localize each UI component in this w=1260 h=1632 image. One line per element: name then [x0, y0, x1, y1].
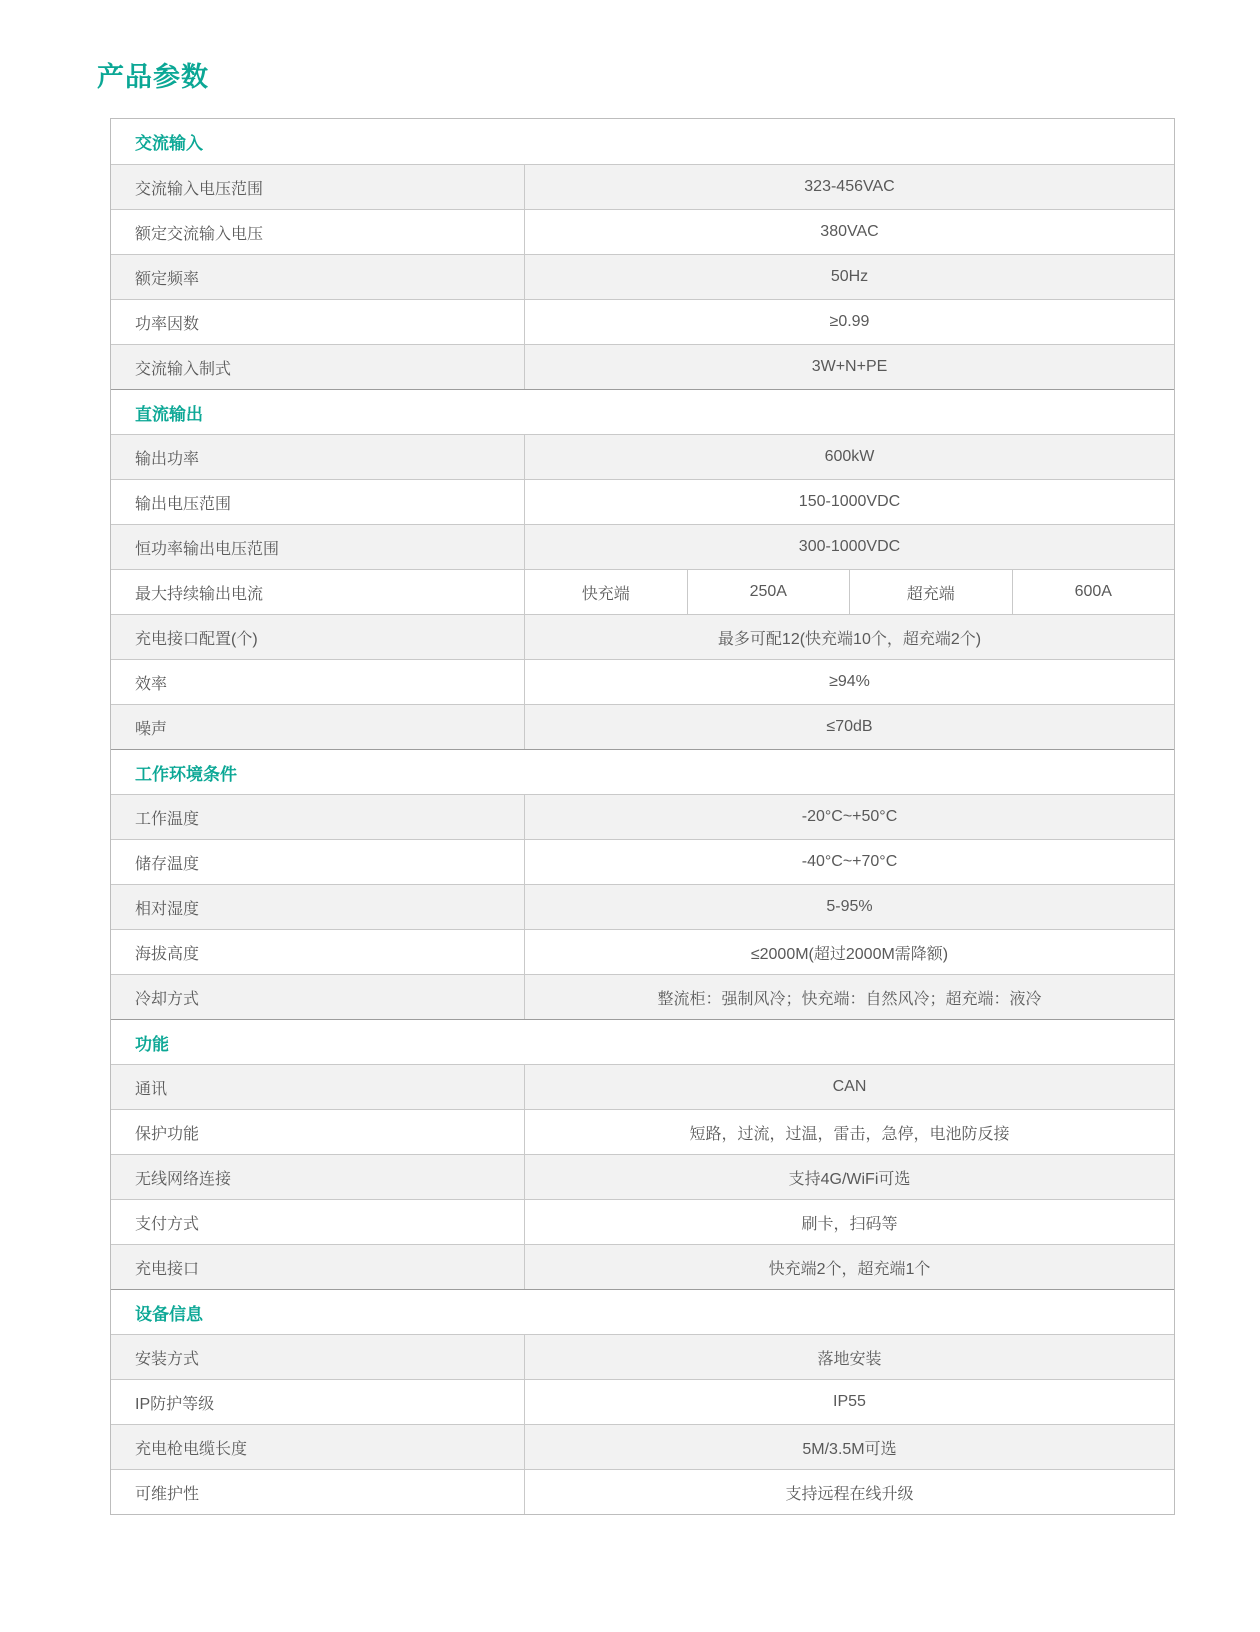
- spec-value: 支持4G/WiFi可选: [788, 1170, 911, 1188]
- spec-value: 50Hz: [830, 268, 869, 285]
- table-row: [111, 1424, 1174, 1469]
- table-row: [111, 1109, 1174, 1154]
- spec-value: CAN: [832, 1078, 867, 1095]
- table-row: [111, 344, 1174, 389]
- table-row: [111, 164, 1174, 209]
- table-row: [111, 209, 1174, 254]
- table-row: [111, 1334, 1174, 1379]
- table-row: [111, 974, 1174, 1019]
- table-row: [111, 479, 1174, 524]
- spec-subvalue: 600A: [1012, 570, 1175, 614]
- spec-label: 恒功率输出电压范围: [111, 525, 525, 569]
- spec-value: -40°C~+70°C: [801, 853, 898, 870]
- spec-label: 充电接口配置(个): [111, 615, 525, 659]
- table-row: [111, 614, 1174, 659]
- table-row: [111, 1154, 1174, 1199]
- spec-label: 交流输入电压范围: [111, 165, 525, 209]
- spec-value: [525, 570, 1174, 614]
- section-header: 交流输入: [111, 119, 1174, 164]
- table-row: [111, 1379, 1174, 1424]
- spec-value: 150-1000VDC: [798, 493, 901, 510]
- table-row: [111, 254, 1174, 299]
- spec-label: 效率: [111, 660, 525, 704]
- spec-label: 输出功率: [111, 435, 525, 479]
- spec-subvalue: 超充端: [849, 570, 1012, 614]
- spec-subvalue: 250A: [687, 570, 850, 614]
- spec-value: 5M/3.5M可选: [802, 1440, 897, 1458]
- spec-value: 整流柜：强制风冷；快充端：自然风冷；超充端：液冷: [657, 990, 1042, 1008]
- spec-value: 最多可配12(快充端10个，超充端2个): [717, 630, 982, 648]
- section-header: 功能: [111, 1019, 1174, 1064]
- spec-value: ≤70dB: [826, 718, 873, 735]
- spec-label: IP防护等级: [111, 1380, 525, 1424]
- spec-label: 安装方式: [111, 1335, 525, 1379]
- spec-subvalue: 快充端: [581, 585, 630, 603]
- spec-label: 充电接口: [111, 1245, 525, 1289]
- table-row: [111, 434, 1174, 479]
- spec-value: -20°C~+50°C: [801, 808, 898, 825]
- section-header: 直流输出: [111, 389, 1174, 434]
- spec-value: ≤2000M(超过2000M需降额): [750, 945, 949, 963]
- spec-label: 最大持续输出电流: [111, 570, 525, 614]
- spec-label: 冷却方式: [111, 975, 525, 1019]
- table-row: [111, 1064, 1174, 1109]
- spec-value: ≥0.99: [829, 313, 870, 330]
- spec-value: 3W+N+PE: [811, 358, 888, 375]
- spec-value: 落地安装: [817, 1350, 882, 1368]
- table-row: [111, 839, 1174, 884]
- table-row: [111, 1469, 1174, 1514]
- table-row: [111, 884, 1174, 929]
- spec-label: 充电枪电缆长度: [111, 1425, 525, 1469]
- spec-label: 额定频率: [111, 255, 525, 299]
- spec-value: 短路，过流，过温，雷击，急停，电池防反接: [689, 1125, 1010, 1143]
- section-header: 设备信息: [111, 1289, 1174, 1334]
- spec-value: 刷卡，扫码等: [801, 1215, 898, 1233]
- spec-value: 380VAC: [820, 223, 879, 240]
- page-title: 产品参数: [97, 62, 209, 92]
- spec-label: 噪声: [111, 705, 525, 749]
- spec-label: 功率因数: [111, 300, 525, 344]
- table-row: [111, 659, 1174, 704]
- spec-label: 无线网络连接: [111, 1155, 525, 1199]
- spec-table: [110, 118, 1175, 1515]
- spec-value: 300-1000VDC: [798, 538, 901, 555]
- spec-value: IP55: [833, 1393, 866, 1410]
- spec-value: 323-456VAC: [804, 178, 895, 195]
- table-row: [111, 1244, 1174, 1289]
- spec-label: 相对湿度: [111, 885, 525, 929]
- spec-label: 保护功能: [111, 1110, 525, 1154]
- spec-label: 工作温度: [111, 795, 525, 839]
- table-row: [111, 524, 1174, 569]
- spec-value: 支持远程在线升级: [785, 1485, 914, 1503]
- spec-value: 600kW: [824, 448, 875, 465]
- table-row: [111, 569, 1174, 614]
- table-row: [111, 794, 1174, 839]
- spec-label: 储存温度: [111, 840, 525, 884]
- spec-value: ≥94%: [829, 673, 870, 690]
- table-row: [111, 929, 1174, 974]
- spec-label: 通讯: [111, 1065, 525, 1109]
- table-row: [111, 1199, 1174, 1244]
- spec-value: 快充端2个，超充端1个: [768, 1260, 931, 1278]
- table-row: [111, 299, 1174, 344]
- section-header: 工作环境条件: [111, 749, 1174, 794]
- spec-value: 5-95%: [826, 898, 873, 915]
- spec-label: 输出电压范围: [111, 480, 525, 524]
- spec-label: 可维护性: [111, 1470, 525, 1514]
- spec-label: 交流输入制式: [111, 345, 525, 389]
- spec-label: 支付方式: [111, 1200, 525, 1244]
- spec-label: 海拔高度: [111, 930, 525, 974]
- spec-label: 额定交流输入电压: [111, 210, 525, 254]
- table-row: [111, 704, 1174, 749]
